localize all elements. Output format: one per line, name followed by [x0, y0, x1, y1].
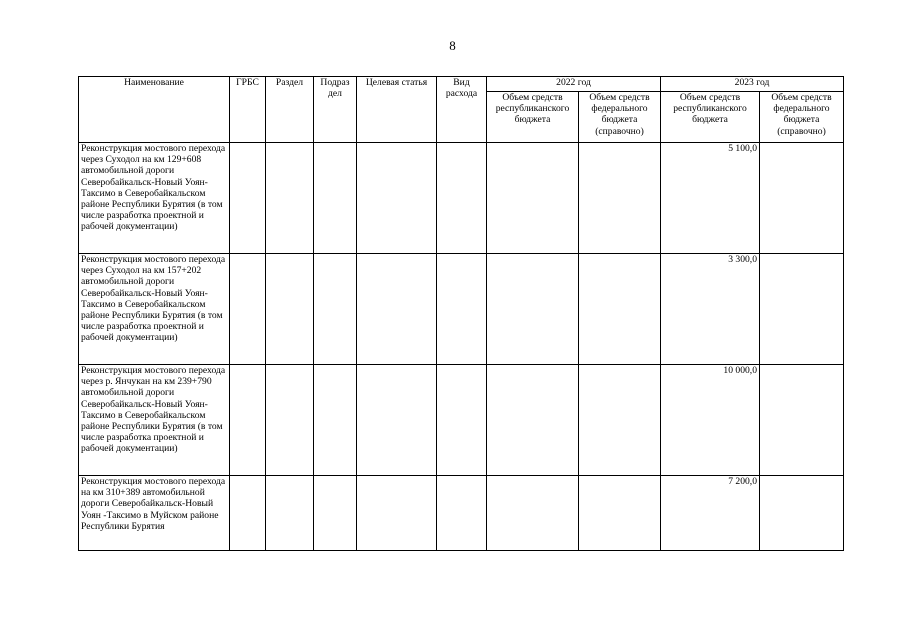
- cell-vid: [437, 476, 487, 551]
- row-name: Реконструкция мостового перехода через р. Янчукан на км 239+790 автомобильной дороги Северобайкальск-Новый Уоян-Таксимо в Северобайкальском районе Республики Бурятия (в том числе разработка проектной и рабочей документации): [79, 365, 230, 476]
- header-razdel: Раздел: [266, 77, 314, 143]
- cell-2022-republican: [487, 254, 579, 365]
- cell-2022-republican: [487, 143, 579, 254]
- table-row: [79, 143, 844, 254]
- cell-grbs: [230, 476, 266, 551]
- cell-vid: [437, 254, 487, 365]
- cell-2023-republican: 10 000,0: [661, 365, 760, 476]
- cell-2023-republican: 5 100,0: [661, 143, 760, 254]
- cell-target: [357, 143, 437, 254]
- cell-podrazdel: [314, 143, 357, 254]
- cell-razdel: [266, 476, 314, 551]
- cell-2023-federal: [760, 476, 844, 551]
- cell-2022-republican: [487, 365, 579, 476]
- cell-target: [357, 476, 437, 551]
- cell-podrazdel: [314, 476, 357, 551]
- cell-target: [357, 365, 437, 476]
- header-2022-republican: Объем средств республиканского бюджета: [487, 92, 579, 143]
- cell-grbs: [230, 254, 266, 365]
- row-name: Реконструкция мостового перехода через Суходол на км 157+202 автомобильной дороги Северобайкальск-Новый Уоян-Таксимо в Северобайкальском районе Республики Бурятия (в том числе разработка проектной и рабочей документации): [79, 254, 230, 365]
- cell-2023-republican: 3 300,0: [661, 254, 760, 365]
- header-name: Наименование: [79, 77, 230, 143]
- cell-grbs: [230, 365, 266, 476]
- cell-2023-federal: [760, 365, 844, 476]
- cell-2023-republican: 7 200,0: [661, 476, 760, 551]
- cell-2022-federal: [579, 143, 661, 254]
- cell-2022-republican: [487, 476, 579, 551]
- header-target-article: Целевая статья: [357, 77, 437, 143]
- page-number: 8: [449, 38, 456, 53]
- budget-table: [78, 76, 844, 551]
- cell-2023-federal: [760, 143, 844, 254]
- row-name: Реконструкция мостового перехода через Суходол на км 129+608 автомобильной дороги Северобайкальск-Новый Уоян-Таксимо в Северобайкальском районе Республики Бурятия (в том числе разработка проектной и рабочей документации): [79, 143, 230, 254]
- cell-razdel: [266, 143, 314, 254]
- header-2023-federal: Объем средств федерального бюджета (справочно): [760, 92, 844, 143]
- cell-grbs: [230, 143, 266, 254]
- table-row: [79, 476, 844, 551]
- cell-podrazdel: [314, 365, 357, 476]
- row-name: Реконструкция мостового перехода на км 310+389 автомобильной дороги Северобайкальск-Новый Уоян -Таксимо в Муйском районе Республики Бурятия: [79, 476, 230, 551]
- cell-vid: [437, 365, 487, 476]
- header-2022-federal: Объем средств федерального бюджета (справочно): [579, 92, 661, 143]
- header-row-top: [79, 77, 844, 92]
- header-year-2022: 2022 год: [487, 77, 661, 92]
- header-expense-type: Вид расхода: [437, 77, 487, 143]
- cell-target: [357, 254, 437, 365]
- cell-2022-federal: [579, 365, 661, 476]
- cell-2023-federal: [760, 254, 844, 365]
- cell-razdel: [266, 254, 314, 365]
- header-grbs: ГРБС: [230, 77, 266, 143]
- table-row: [79, 365, 844, 476]
- cell-vid: [437, 143, 487, 254]
- header-2023-republican: Объем средств республиканского бюджета: [661, 92, 760, 143]
- table-row: [79, 254, 844, 365]
- cell-2022-federal: [579, 254, 661, 365]
- cell-razdel: [266, 365, 314, 476]
- cell-podrazdel: [314, 254, 357, 365]
- cell-2022-federal: [579, 476, 661, 551]
- header-podrazdel: Подраз дел: [314, 77, 357, 143]
- header-year-2023: 2023 год: [661, 77, 844, 92]
